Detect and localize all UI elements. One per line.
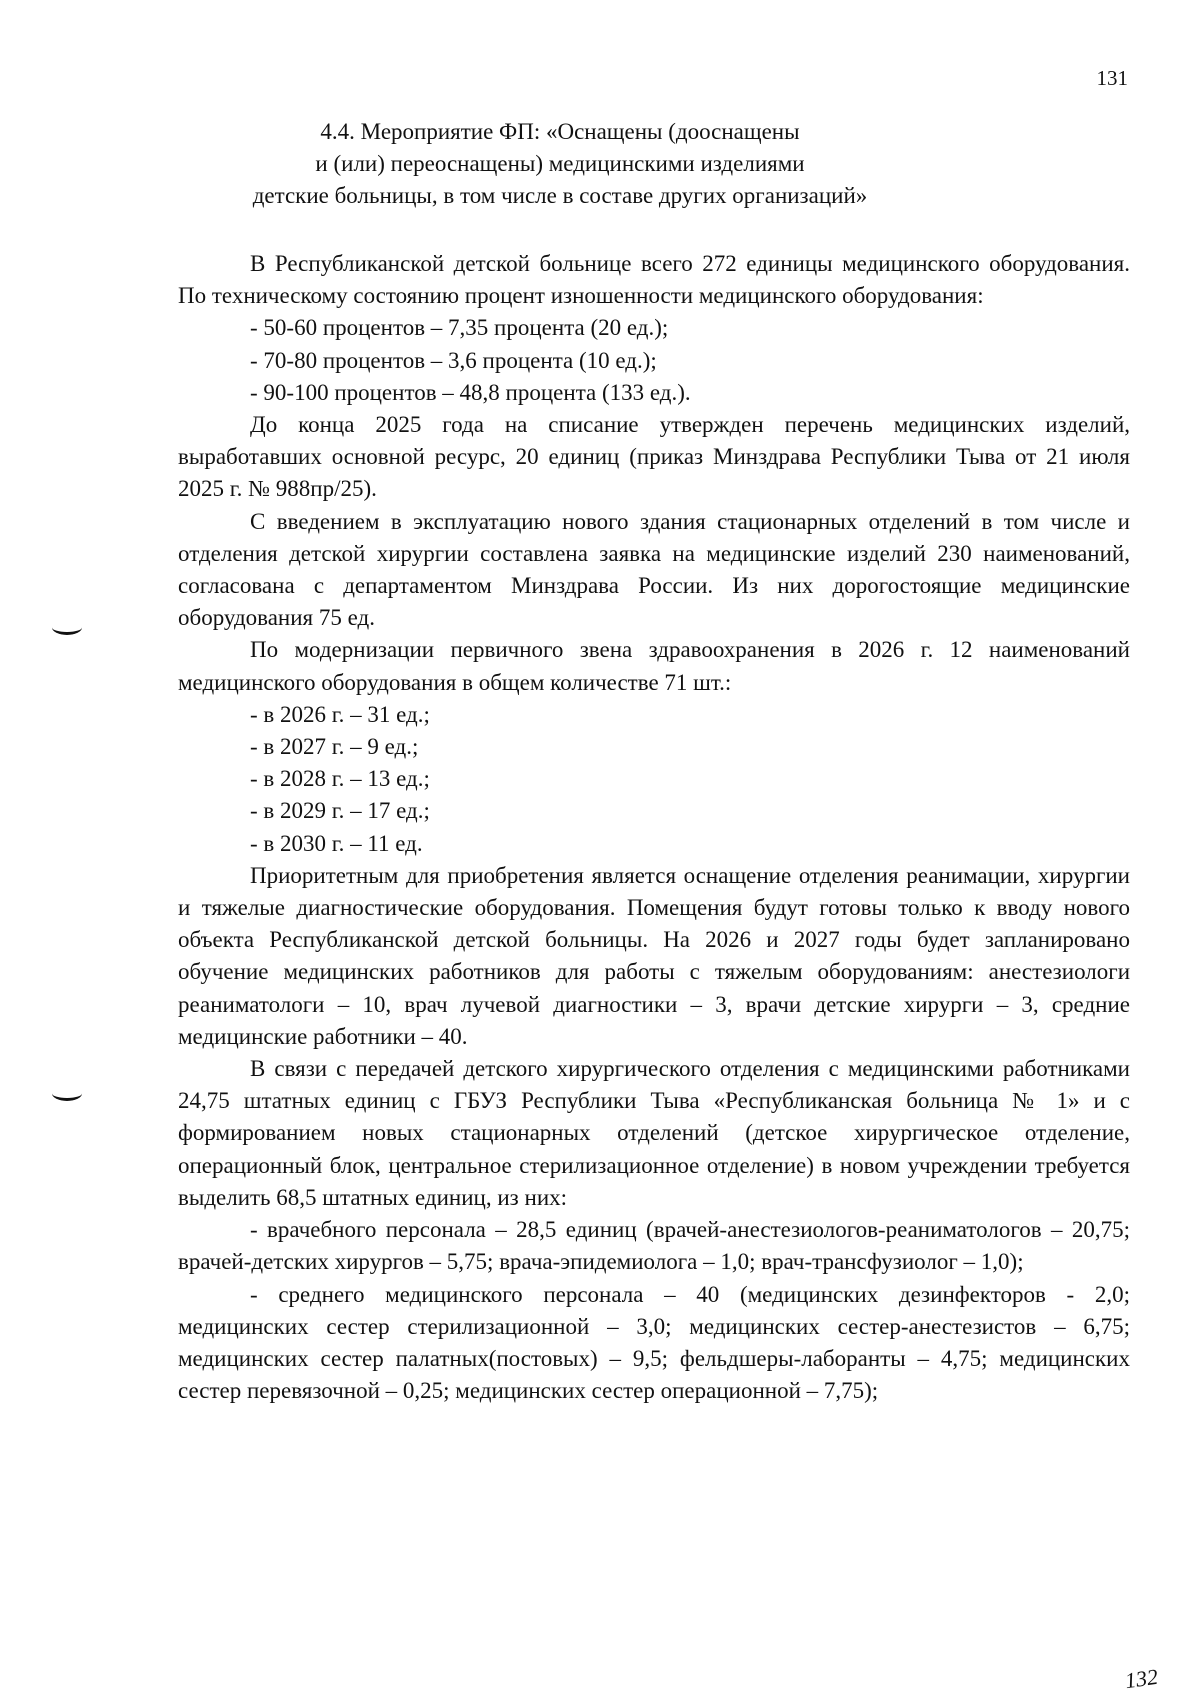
paragraph-medical-staff: - врачебного персонала – 28,5 единиц (врачей-анестезиологов-реаниматологов – 20,75; врачей-детских хирургов – 5,75; врача-эпидемиолога – 1,0; врач-трансфузиолог – 1,0); [178, 1217, 1130, 1275]
paragraph-priority: Приоритетным для приобретения является оснащение отделения реанимации, хирургии и тяжелые диагностические оборудования. Помещения будут готовы только к вводу нового объекта Республиканской детской больницы. На 2026 и 2027 годы будет запланировано обучение медицинских работников для работы с тяжелым оборудованиям: анестезиологи реаниматологи – 10, врач лучевой диагностики – 3, врачи детские хирурги – 3, средние медицинские работники – 40. [178, 862, 1130, 1049]
section-heading [160, 116, 960, 212]
binding-tick-mark-top [52, 620, 82, 635]
list-item: - 70-80 процентов – 3,6 процента (10 ед.); [250, 347, 657, 373]
paragraph-write-off: До конца 2025 года на списание утвержден перечень медицинских изделий, выработавших основной ресурс, 20 единиц (приказ Минздрава Республики Тыва от 21 июля 2025 г. № 988пр/25). [178, 412, 1130, 502]
list-item: - в 2026 г. – 31 ед.; [250, 701, 430, 727]
page-number: 131 [1096, 66, 1128, 90]
heading-line-1: 4.4. Мероприятие ФП: «Оснащены (дооснащены [320, 119, 800, 144]
list-item: - 50-60 процентов – 7,35 процента (20 ед.); [250, 315, 669, 341]
heading-line-3: детские больницы, в том числе в составе других организаций» [252, 183, 868, 208]
binding-tick-mark-bottom [52, 1086, 82, 1101]
document-body [178, 248, 1130, 1407]
paragraph-staff-transfer: В связи с передачей детского хирургического отделения с медицинскими работниками 24,75 штатных единиц с ГБУЗ Республики Тыва «Республиканская больница № 1» и с формированием новых стационарных отделений (детское хирургическое отделение, операционный блок, центральное стерилизационное отделение) в новом учреждении требуется выделить 68,5 штатных единиц, из них: [178, 1056, 1130, 1210]
list-item: - в 2030 г. – 11 ед. [250, 830, 423, 856]
handwritten-page-mark: 132 [1123, 1663, 1160, 1694]
paragraph-new-building: С введением в эксплуатацию нового здания стационарных отделений в том числе и отделения детской хирургии составлена заявка на медицинские изделий 230 наименований, согласована с департаментом Минздрава России. Из них дорогостоящие медицинские оборудования 75 ед. [178, 508, 1130, 631]
list-item: - в 2029 г. – 17 ед.; [250, 798, 430, 824]
paragraph-modernization: По модернизации первичного звена здравоохранения в 2026 г. 12 наименований медицинского оборудования в общем количестве 71 шт.: [178, 637, 1130, 695]
list-item: - 90-100 процентов – 48,8 процента (133 ед.). [250, 379, 691, 405]
list-item: - в 2028 г. – 13 ед.; [250, 766, 430, 792]
paragraph-nursing-staff: - среднего медицинского персонала – 40 (медицинских дезинфекторов - 2,0; медицинских сестер стерилизационной – 3,0; медицинских сестер-анестезистов – 6,75; медицинских сестер палатных(постовых) – 9,5; фельдшеры-лаборанты – 4,75; медицинских сестер перевязочной – 0,25; медицинских сестер операционной – 7,75); [178, 1281, 1130, 1404]
heading-line-2: и (или) переоснащены) медицинскими изделиями [315, 151, 805, 176]
list-item: - в 2027 г. – 9 ед.; [250, 734, 419, 760]
paragraph-equipment-total: В Республиканской детской больнице всего 272 единицы медицинского оборудования. По техническому состоянию процент изношенности медицинского оборудования: [178, 251, 1130, 309]
